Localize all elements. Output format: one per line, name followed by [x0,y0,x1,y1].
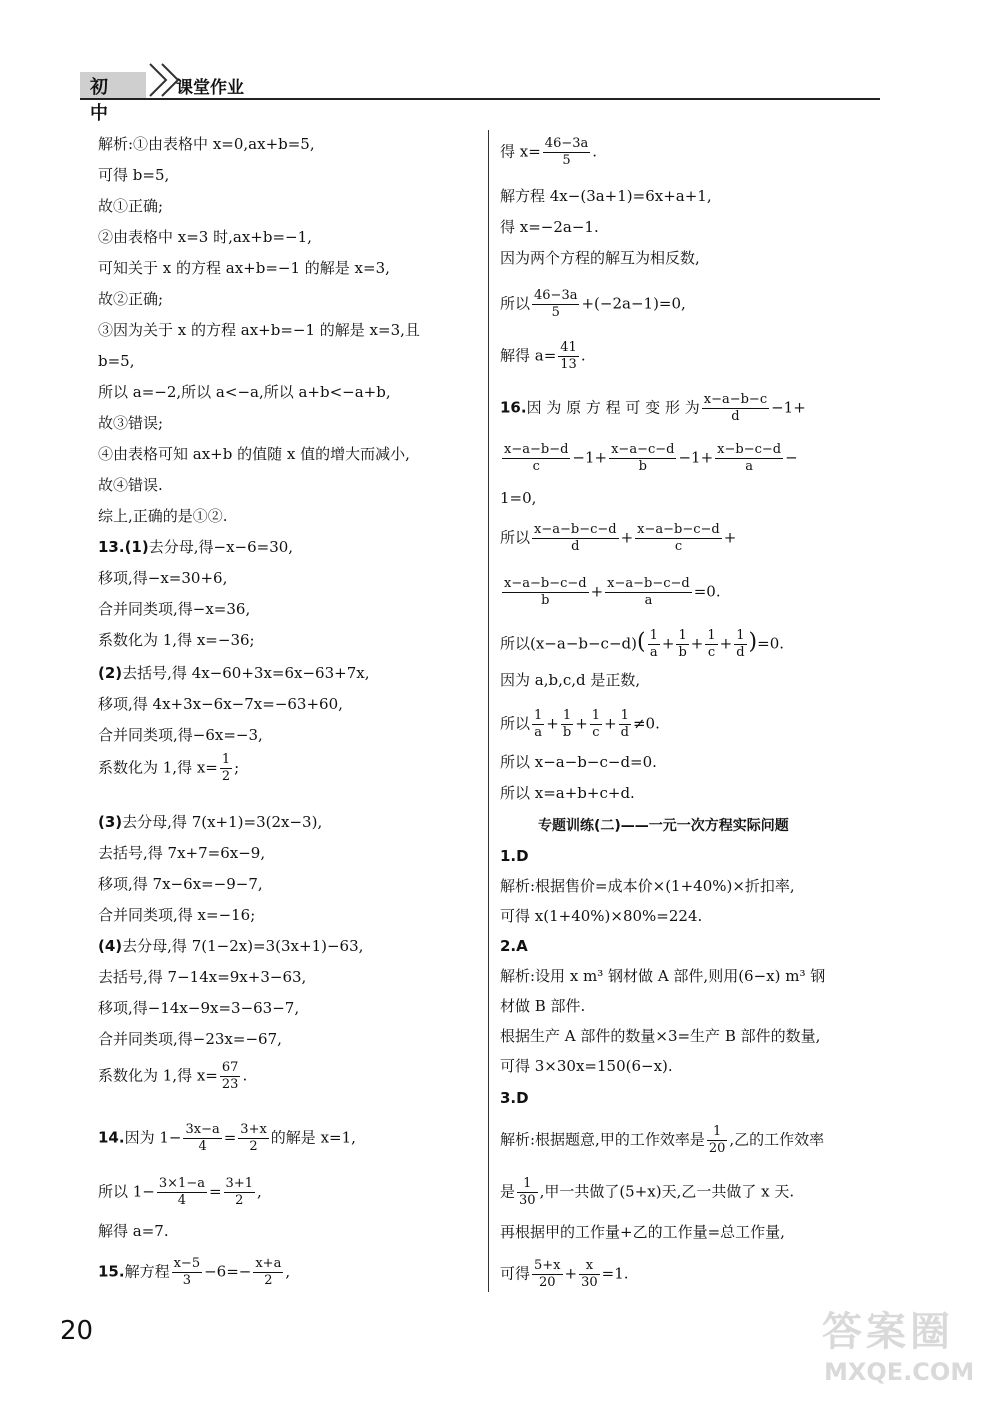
text-line: 解得 a=7. [98,1222,169,1240]
text-line: 材做 B 部件. [500,997,586,1015]
text: 所以 1− [98,1182,155,1201]
fraction [558,340,579,373]
fraction [183,1122,221,1155]
text: 去分母,得 7(x+1)=3(2x−3), [122,813,323,831]
text-line: 所以 x=a+b+c+d. [500,784,635,802]
question-13-4 [98,936,363,956]
text: . [242,1066,248,1085]
fraction [502,576,589,609]
text: 因 为 原 方 程 可 变 形 为 [526,398,700,417]
numerator: 46−3a [544,136,589,151]
fraction [517,1176,538,1209]
text-line: 得 x=−2a−1. [500,218,599,236]
numerator: x−a−c−d [611,442,675,457]
denominator: 13 [560,357,577,372]
watermark-url: MXQE.COM [824,1358,975,1386]
text: + [604,714,617,733]
text-line: 系数化为 1,得 x=−36; [98,631,255,649]
text-line: 因为 a,b,c,d 是正数, [500,671,641,689]
denominator: b [562,725,572,740]
text-line: 移项,得 7x−6x=−9−7, [98,875,263,893]
text: + [546,714,559,733]
formula-line [98,752,239,785]
text-line: 综上,正确的是①②. [98,507,228,525]
numerator: 3x−a [185,1122,220,1137]
fraction [253,1256,283,1289]
fraction [635,522,722,555]
fraction [590,708,602,741]
column-divider [488,130,489,1292]
text: −1+ [678,448,714,467]
question-number: (3) [98,813,123,831]
text: 解析:根据题意,甲的工作效率是 [500,1130,705,1149]
formula-line [500,628,784,661]
formula-line [500,1258,629,1291]
text: 可得 [500,1264,531,1283]
fraction [532,708,544,741]
text: 去分母,得−x−6=30, [148,538,294,556]
text-line: ③因为关于 x 的方程 ax+b=−1 的解是 x=3,且 [98,321,420,339]
numerator: 1 [649,628,658,643]
denominator: 23 [221,1077,239,1092]
text-line: 所以 x−a−b−c−d=0. [500,753,657,771]
text: −1+ [771,398,806,417]
question-number: 16. [500,398,527,417]
numerator: 3+1 [225,1176,253,1191]
text: 解方程 [124,1262,170,1281]
text: 得 x= [500,142,541,161]
fraction [648,628,660,661]
question-13-1 [98,537,293,557]
text-line: 故③错误; [98,414,164,432]
level-label: 初 中 [90,77,114,124]
denominator: 20 [708,1141,726,1156]
denominator: 2 [221,769,231,784]
text: 解得 a= [500,346,557,365]
numerator: 1 [591,708,601,723]
header-title: 课堂作业 [176,78,244,98]
text: 去分母,得 7(1−2x)=3(3x+1)−63, [122,937,364,955]
text: + [719,634,733,653]
text: . [580,346,586,365]
answer-2: 2.A [500,937,528,955]
right-paren: ) [748,629,758,655]
denominator: 2 [264,1273,273,1288]
fraction [561,708,573,741]
text: − [785,448,798,467]
text-line: 故④错误. [98,476,163,494]
fraction [502,442,570,475]
question-number: (2) [98,664,123,682]
denominator: c [674,539,683,554]
text-line: 去括号,得 7x+7=6x−9, [98,844,266,862]
text-line: 可得 b=5, [98,166,170,184]
fraction [605,576,692,609]
header-rule [80,98,880,100]
text: = [223,1128,237,1147]
watermark [822,1300,992,1390]
question-16 [500,392,806,425]
denominator: 20 [538,1275,556,1290]
text-line: 根据生产 A 部件的数量×3=生产 B 部件的数量, [500,1027,821,1045]
fraction [238,1122,269,1155]
numerator: 1 [221,752,231,767]
fraction [543,136,590,169]
denominator: b [541,593,550,608]
left-paren: ( [637,629,646,655]
text: = [208,1182,222,1201]
fraction [157,1176,207,1209]
formula-line [500,522,736,555]
text-line: 移项,得−14x−9x=3−63−7, [98,999,300,1017]
text: ,乙的工作效率 [729,1130,825,1149]
numerator: x−a−b−c−d [504,576,587,591]
formula-line [500,288,686,321]
numerator: x [579,1258,600,1275]
question-number: 15. [98,1262,125,1281]
text: , [256,1182,262,1201]
section-title: 专题训练(二)——一元一次方程实际问题 [538,818,789,834]
text: 所以(x−a−b−c−d) [500,634,637,653]
denominator: a [649,645,658,660]
numerator: 46−3a [534,288,578,303]
numerator: 1 [707,628,716,643]
denominator: 5 [562,153,571,168]
question-number: 13.(1) [98,538,149,556]
text: . [592,142,598,161]
numerator: 1 [534,708,543,723]
text: + [620,528,634,547]
text: + [690,634,704,653]
numerator: 67 [221,1060,239,1075]
text-line: 合并同类项,得−x=36, [98,600,251,618]
text: +(−2a−1)=0, [581,294,686,313]
text: ,甲一共做了(5+x)天,乙一共做了 x 天. [539,1182,795,1201]
text: 所以 [500,294,531,313]
formula-line [500,442,798,475]
denominator: a [644,593,653,608]
text-line: 所以 a=−2,所以 a<−a,所以 a+b<−a+b, [98,383,391,401]
text-line: 去括号,得 7−14x=9x+3−63, [98,968,307,986]
text: + [723,528,737,547]
numerator: x−a−b−c−d [534,522,617,537]
text-line: 合并同类项,得 x=−16; [98,906,256,924]
denominator: a [534,725,543,740]
fraction [532,288,579,321]
text-line: b=5, [98,352,135,370]
text-line: 可知关于 x 的方程 ax+b=−1 的解是 x=3, [98,259,390,277]
denominator: d [620,725,629,740]
fraction [702,392,769,425]
fraction [609,442,676,475]
text-line: ④由表格可知 ax+b 的值随 x 值的增大而减小, [98,445,410,463]
text: + [661,634,675,653]
numerator: x−a−b−c−d [607,576,690,591]
text: , [285,1262,291,1281]
formula-line [500,1124,824,1157]
numerator: 3+x [240,1122,267,1137]
text-line: 移项,得 4x+3x−6x−7x=−63+60, [98,695,343,713]
fraction [707,1124,728,1157]
denominator: 5 [551,305,560,320]
fraction [705,628,717,661]
fraction [676,628,688,661]
text: 系数化为 1,得 x= [98,1066,218,1085]
text-line: 1=0, [500,489,537,507]
text: + [590,582,604,601]
page-header [80,62,880,124]
denominator: b [638,459,647,474]
text: ≠0. [632,714,660,733]
formula-line [98,1060,247,1093]
numerator: 1 [676,628,688,645]
text: =1. [601,1264,629,1283]
fraction [619,708,631,741]
text-line: 可得 x(1+40%)×80%=224. [500,907,703,925]
formula-line [500,340,586,373]
text: ; [234,758,240,777]
fraction [220,752,232,785]
numerator: x−5 [173,1256,201,1271]
numerator: x−a−b−c−d [637,522,720,537]
formula-line [500,576,721,609]
text-line: 再根据甲的工作量+乙的工作量=总工作量, [500,1223,785,1241]
denominator: d [736,645,745,660]
denominator: b [678,645,687,660]
answer-3: 3.D [500,1089,529,1107]
text: 是 [500,1182,516,1201]
fraction [224,1176,255,1209]
fraction [220,1060,241,1093]
formula-line [500,1176,794,1209]
answer-1: 1.D [500,847,529,865]
text: =0. [693,582,721,601]
text-line: 故②正确; [98,290,164,308]
numerator: 1 [707,1124,728,1141]
text: −1+ [572,448,608,467]
denominator: a [745,459,753,474]
question-15 [98,1256,290,1289]
denominator: 30 [581,1275,598,1290]
text: 的解是 x=1, [270,1128,356,1147]
text-line: 解析:根据售价=成本价×(1+40%)×折扣率, [500,877,795,895]
text: 因为 1− [124,1128,182,1147]
denominator: 30 [519,1193,536,1208]
text: 系数化为 1,得 x= [98,758,218,777]
numerator: 1 [561,708,573,725]
numerator: x−a−b−d [504,442,569,457]
denominator: c [707,645,716,660]
fraction [579,1258,600,1291]
numerator: x+a [255,1256,282,1271]
fraction [532,522,619,555]
text: 所以 [500,528,531,547]
denominator: 4 [198,1139,207,1154]
numerator: 41 [560,340,577,355]
text: + [564,1264,578,1283]
denominator: 4 [177,1193,187,1208]
denominator: c [592,725,600,740]
text-line: 移项,得−x=30+6, [98,569,228,587]
text-line: 因为两个方程的解互为相反数, [500,249,700,267]
page-number: 20 [60,1316,94,1346]
text-line: 合并同类项,得−23x=−67, [98,1030,282,1048]
denominator: 2 [249,1139,258,1154]
text-line: 解析:①由表格中 x=0,ax+b=5, [98,135,315,153]
formula-line [500,708,660,741]
question-number: 14. [98,1128,125,1147]
numerator: 5+x [534,1258,561,1273]
text: −6=− [204,1262,252,1281]
denominator: d [571,539,580,554]
denominator: d [731,409,740,424]
denominator: c [532,459,540,474]
question-13-3 [98,812,322,832]
text: 去括号,得 4x−60+3x=6x−63+7x, [122,664,370,682]
text-line: 可得 3×30x=150(6−x). [500,1057,673,1075]
text: 所以 [500,714,531,733]
denominator: 2 [235,1193,244,1208]
text-line: 解析:设用 x m³ 钢材做 A 部件,则用(6−x) m³ 钢 [500,967,826,985]
text-line: 解方程 4x−(3a+1)=6x+a+1, [500,187,712,205]
watermark-logo-text: 答案圈 [822,1309,954,1355]
numerator: x−a−b−c [703,392,768,407]
fraction [172,1256,203,1289]
fraction [532,1258,563,1291]
formula-line [500,136,597,169]
numerator: 1 [734,628,746,645]
question-13-2 [98,663,370,683]
numerator: x−b−c−d [717,442,782,457]
numerator: 1 [517,1176,538,1193]
question-14 [98,1122,356,1155]
question-number: (4) [98,937,123,955]
fraction [715,442,783,475]
text-line: ②由表格中 x=3 时,ax+b=−1, [98,228,312,246]
text: + [575,714,588,733]
text-line: 合并同类项,得−6x=−3, [98,726,263,744]
text-line: 故①正确; [98,197,164,215]
numerator: 3×1−a [158,1176,205,1191]
numerator: 1 [619,708,631,725]
fraction [734,628,746,661]
denominator: 3 [182,1273,191,1288]
formula-line [98,1176,262,1209]
text: =0. [757,634,785,653]
